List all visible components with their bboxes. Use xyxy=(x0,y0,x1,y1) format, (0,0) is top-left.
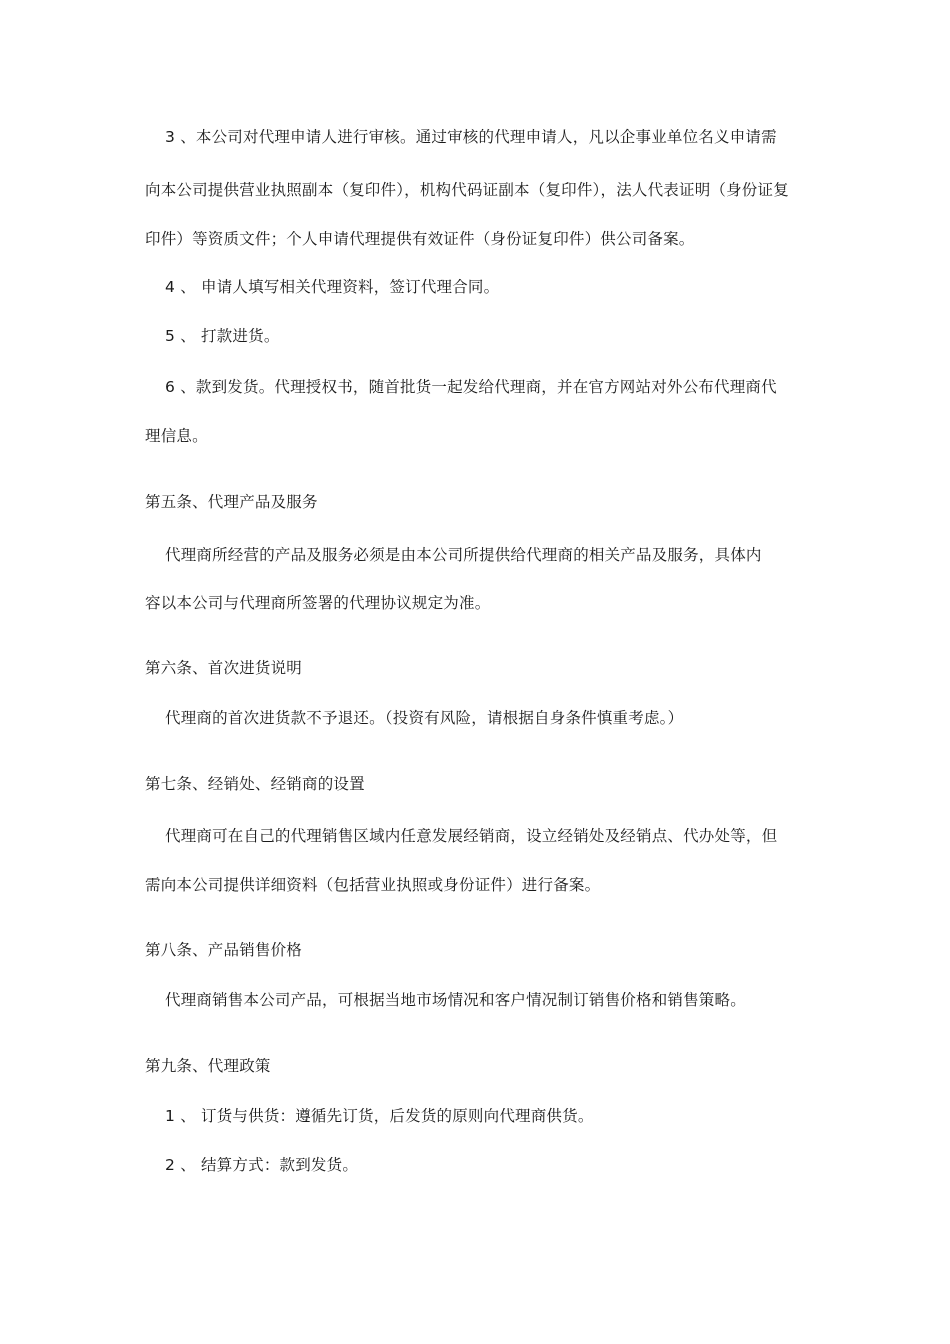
item-5: 5 、 打款进货。 xyxy=(165,327,280,345)
item-4: 4 、 申请人填写相关代理资料，签订代理合同。 xyxy=(165,278,500,296)
section-6-heading: 第六条、首次进货说明 xyxy=(145,659,303,677)
section-9-heading: 第九条、代理政策 xyxy=(145,1057,271,1075)
policy-item-1: 1 、 订货与供货：遵循先订货，后发货的原则向代理商供货。 xyxy=(165,1107,594,1125)
policy-item-2: 2 、 结算方式：款到发货。 xyxy=(165,1156,359,1174)
section-7-body-line-1: 代理商可在自己的代理销售区域内任意发展经销商，设立经销处及经销点、代办处等，但 xyxy=(165,827,778,845)
section-5-heading: 第五条、代理产品及服务 xyxy=(145,493,318,511)
section-8-heading: 第八条、产品销售价格 xyxy=(145,941,303,959)
item-3-line-1: 3 、本公司对代理申请人进行审核。通过审核的代理申请人，凡以企事业单位名义申请需 xyxy=(165,128,777,146)
section-8-body: 代理商销售本公司产品，可根据当地市场情况和客户情况制订销售价格和销售策略。 xyxy=(165,991,746,1009)
section-7-body-line-2: 需向本公司提供详细资料（包括营业执照或身份证件）进行备案。 xyxy=(145,876,601,894)
item-3-line-2: 向本公司提供营业执照副本（复印件），机构代码证副本（复印件），法人代表证明（身份证复 xyxy=(145,181,789,199)
section-6-body: 代理商的首次进货款不予退还。（投资有风险，请根据自身条件慎重考虑。） xyxy=(165,709,684,727)
section-5-body-line-2: 容以本公司与代理商所签署的代理协议规定为准。 xyxy=(145,594,491,612)
item-3-line-3: 印件）等资质文件；个人申请代理提供有效证件（身份证复印件）供公司备案。 xyxy=(145,230,695,248)
section-7-heading: 第七条、经销处、经销商的设置 xyxy=(145,775,365,793)
item-6-line-1: 6 、款到发货。代理授权书，随首批货一起发给代理商，并在官方网站对外公布代理商代 xyxy=(165,378,777,396)
item-6-line-2: 理信息。 xyxy=(145,427,208,445)
section-5-body-line-1: 代理商所经营的产品及服务必须是由本公司所提供给代理商的相关产品及服务，具体内 xyxy=(165,546,762,564)
